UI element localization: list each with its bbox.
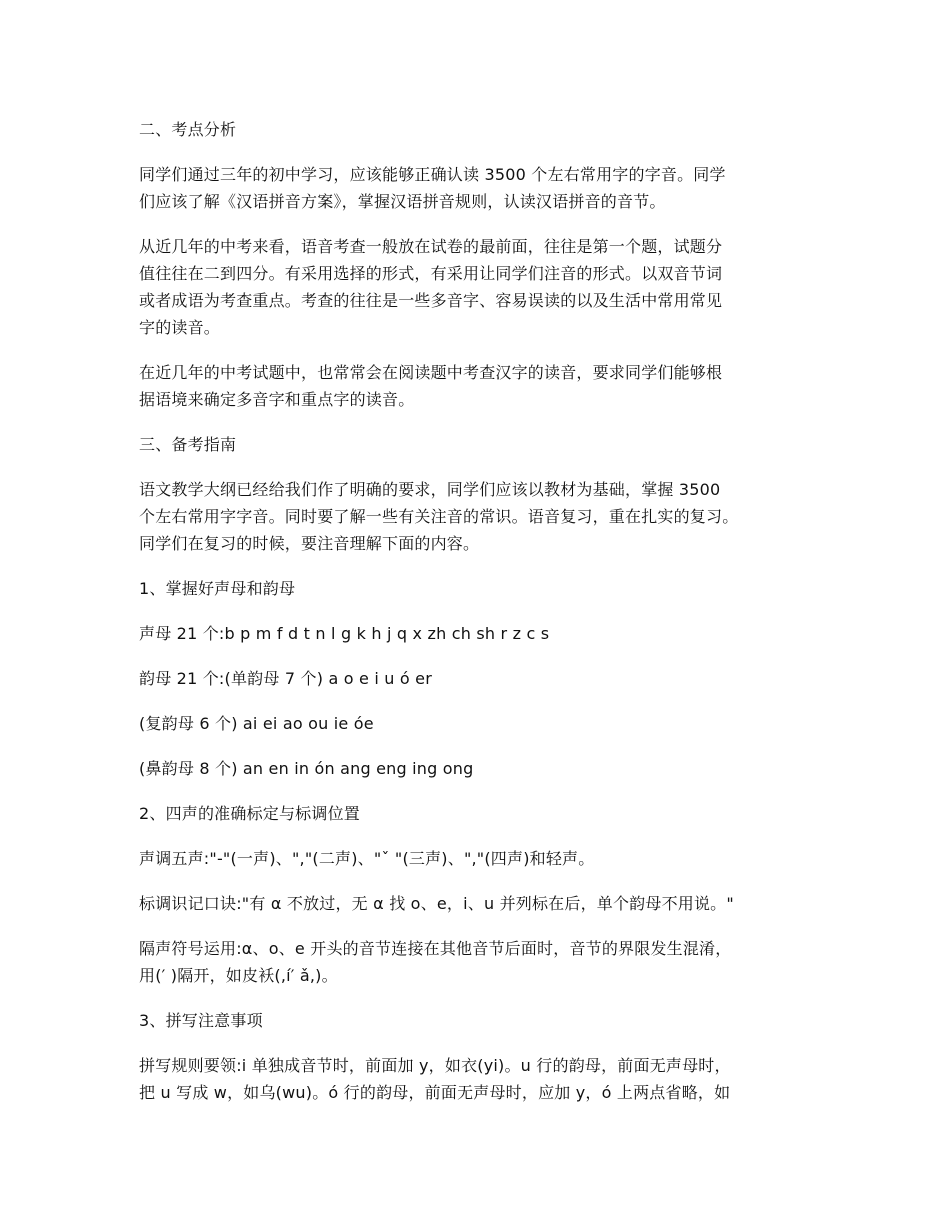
paragraph-reading-questions [139,359,819,413]
text-line: (复韵母 6 个) ai ei ao ou ie óe [139,714,374,733]
list-item-heading-1 [139,575,819,602]
text-line: 据语境来确定多音字和重点字的读音。 [139,390,415,409]
text-line: 1、掌握好声母和韵母 [139,579,296,598]
text-line: 值往往在二到四分。有采用选择的形式，有采用让同学们注音的形式。以双音节词 [139,264,723,283]
text-line: 同学们通过三年的初中学习，应该能够正确认读 3500 个左右常用字的字音。同学 [139,165,726,184]
text-line: 标调识记口诀:"有 α 不放过，无 α 找 o、e，i、u 并列标在后，单个韵母不用说。" [139,894,734,913]
paragraph-separator [139,935,819,989]
list-item-heading-3 [139,1007,819,1034]
paragraph-yunmu-single [139,665,819,692]
paragraph-exam-trend [139,233,819,341]
text-line: 韵母 21 个:(单韵母 7 个) a o e i u ó er [139,669,432,688]
paragraph-tone-rhyme [139,890,819,917]
text-line: 三、备考指南 [139,435,237,454]
text-line: 们应该了解《汉语拼音方案》，掌握汉语拼音规则，认读汉语拼音的音节。 [139,192,666,211]
text-line: 从近几年的中考来看，语音考查一般放在试卷的最前面，往往是第一个题，试题分 [139,237,723,256]
text-line: 把 u 写成 w，如乌(wu)。ó 行的韵母，前面无声母时，应加 y，ó 上两点省略，如 [139,1083,731,1102]
paragraph-shengmu [139,620,819,647]
paragraph-spelling-rules [139,1052,819,1106]
section-heading-beikao [139,431,819,458]
text-line: 2、四声的准确标定与标调位置 [139,804,360,823]
paragraph-overview [139,161,819,215]
section-heading-kaodian [139,116,819,143]
paragraph-tones [139,845,819,872]
text-line: 声母 21 个:b p m f d t n l g k h j q x zh ch sh r z c s [139,624,550,643]
text-line: 声调五声:"-"(一声)、","(二声)、"ˇ "(三声)、","(四声)和轻声。 [139,849,595,868]
text-line: 3、拼写注意事项 [139,1011,263,1030]
paragraph-syllabus [139,476,819,557]
text-line: 在近几年的中考试题中，也常常会在阅读题中考查汉字的读音，要求同学们能够根 [139,363,723,382]
text-line: 隔声符号运用:α、o、e 开头的音节连接在其他音节后面时，音节的界限发生混淆， [139,939,732,958]
text-line: 拼写规则要领:i 单独成音节时，前面加 y，如衣(yi)。u 行的韵母，前面无声母时， [139,1056,731,1075]
text-line: 字的读音。 [139,318,221,337]
text-line: (鼻韵母 8 个) an en in ón ang eng ing ong [139,759,474,778]
text-line: 用(′ )隔开，如皮袄(,í′ ǎ,)。 [139,966,338,985]
text-line: 或者成语为考查重点。考查的往往是一些多音字、容易误读的以及生活中常用常见 [139,291,723,310]
text-line: 同学们在复习的时候，要注音理解下面的内容。 [139,534,480,553]
paragraph-yunmu-nasal [139,755,819,782]
text-line: 个左右常用字字音。同时要了解一些有关注音的常识。语音复习，重在扎实的复习。 [139,507,739,526]
document-page [139,116,819,1124]
list-item-heading-2 [139,800,819,827]
text-line: 语文教学大纲已经给我们作了明确的要求，同学们应该以教材为基础，掌握 3500 [139,480,721,499]
paragraph-yunmu-compound [139,710,819,737]
text-line: 二、考点分析 [139,120,237,139]
